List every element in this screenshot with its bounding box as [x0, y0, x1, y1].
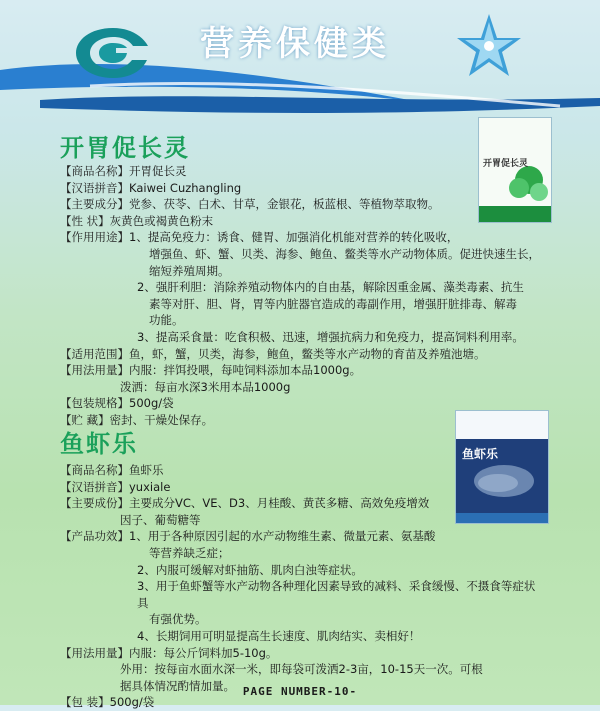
product-2-title: 鱼虾乐 [60, 429, 138, 458]
dosage-line: 外用：按每亩水面水深一米，即每袋可泼洒2-3亩，10-15天一次。可根 [120, 662, 483, 677]
row-value: 内服：每公斤饲料加5-10g。 [129, 645, 278, 660]
row-value: 鱼，虾，蟹，贝类，海参，鲍鱼，鳖类等水产动物的育苗及养殖池塘。 [129, 346, 486, 361]
usage-line: 素等对肝、胆、肾，胃等内脏器官造成的毒副作用，增强肝脏排毒、解毒 [149, 296, 517, 311]
effect-line: 2、内服可缓解对虾抽筋、肌肉白浊等症状。 [137, 562, 363, 577]
detail-row [60, 362, 540, 379]
header-banner [0, 0, 600, 120]
row-label: 【用法用量】 [60, 645, 129, 660]
row-value: 党参、茯苓、白术、甘草，金银花，板蓝根、等植物萃取物。 [129, 197, 440, 212]
row-value: 灰黄色或褐黄色粉末 [109, 213, 214, 228]
detail-row [60, 213, 540, 230]
detail-row [60, 196, 540, 213]
row-label: 【产品功效】 [60, 529, 129, 544]
detail-row [60, 346, 540, 363]
row-value: 开胃促长灵 [129, 164, 187, 178]
product-1-package-label: 开胃促长灵 [483, 159, 529, 169]
company-logo-icon [72, 22, 154, 84]
detail-row [60, 479, 540, 496]
row-value: 500g/袋 [129, 396, 174, 411]
detail-row [60, 229, 540, 246]
effect-line: 有强优势。 [149, 612, 207, 627]
detail-row [60, 495, 540, 512]
row-label: 【商品名称】 [60, 463, 129, 477]
detail-row [60, 528, 540, 545]
row-label: 【主要成份】 [60, 496, 129, 511]
usage-line: 泼洒：每亩水深3米用本品1000g [120, 379, 291, 394]
detail-row [60, 462, 540, 479]
row-value: 500g/袋 [109, 695, 155, 710]
usage-line: 3、提高采食量：吃食积极、迅速，增强抗病力和免疫力，提高饲料利用率。 [137, 329, 524, 344]
row-label: 【作用用途】 [60, 230, 129, 245]
row-value: 主要成分VC、VE、D3、月桂酸、黄芪多糖、高效免疫增效 [129, 496, 430, 511]
row-label: 【适用范围】 [60, 346, 129, 361]
dosage-line: 据具体情况酌情加量。 [120, 678, 235, 693]
row-label: 【主要成分】 [60, 197, 129, 212]
usage-line: 增强鱼、虾、蟹、贝类、海参、鲍鱼、鳖类等水产动物体质。促进快速生长， [149, 246, 540, 261]
detail-row [60, 163, 540, 180]
page-number: PAGE NUMBER-10- [242, 685, 358, 698]
product-2-details [60, 462, 540, 711]
product-2-package-label: 鱼虾乐 [462, 447, 499, 461]
effect-line: 等营养缺乏症； [149, 545, 230, 560]
usage-line: 缩短养殖周期。 [149, 263, 230, 278]
banner-title: 营养保健类 [200, 24, 390, 64]
product-1-title: 开胃促长灵 [60, 133, 190, 162]
detail-row [60, 180, 540, 197]
row-value: 密封、干燥处保存。 [109, 412, 214, 427]
row-label: 【包装规格】 [60, 396, 129, 411]
effect-line: 3、用于鱼虾蟹等水产动物各种理化因素导致的减料、采食缓慢、不摄食等症状具 [137, 579, 536, 610]
row-label: 【贮 藏】 [60, 412, 110, 427]
row-label: 【汉语拼音】 [60, 479, 129, 494]
row-label: 【商品名称】 [60, 164, 129, 178]
row-value: 鱼虾乐 [129, 463, 164, 477]
star-icon [455, 12, 523, 80]
detail-row [60, 645, 540, 662]
usage-line: 2、强肝利胆：消除养殖动物体内的自由基，解除因重金属、藻类毒素、抗生 [137, 280, 524, 295]
product-1-details [60, 163, 540, 429]
row-label: 【汉语拼音】 [60, 180, 129, 195]
effect-line: 4、长期饲用可明显提高生长速度、肌肉结实、卖相好！ [137, 628, 421, 643]
row-value: 1、用于各种原因引起的水产动物维生素、微量元素、氨基酸 [129, 529, 436, 544]
row-value: 内服：拌饵投喂，每吨饲料添加本品1000g。 [129, 363, 362, 378]
row-value: 1、提高免疫力：诱食、健胃、加强消化机能对营养的转化吸收， [129, 230, 459, 245]
row-value: Kaiwei Cuzhangling [129, 180, 242, 195]
row-label: 【性 状】 [60, 213, 110, 228]
usage-line: 功能。 [149, 313, 184, 328]
row-value: yuxiale [129, 479, 171, 494]
usage-line: 因子、葡萄糖等 [120, 512, 201, 527]
row-label: 【包 装】 [60, 695, 110, 710]
row-label: 【用法用量】 [60, 363, 129, 378]
